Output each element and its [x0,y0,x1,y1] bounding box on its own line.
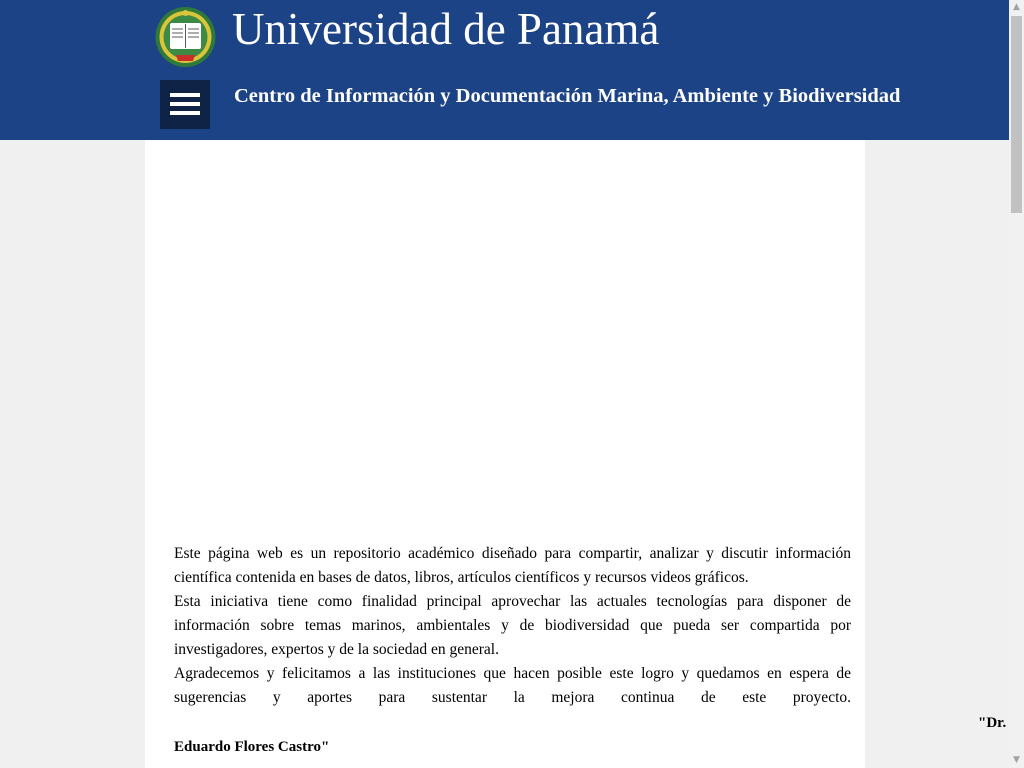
site-subtitle: Centro de Información y Documentación Marina, Ambiente y Biodiversidad [234,85,901,107]
page-scrollbar[interactable] [1009,0,1024,768]
intro-paragraph: Agradecemos y felicitamos a las instituciones que hacen posible este logro y quedamos en espera de sugerencias y aportes para sustentar la mejora continua de este proyecto. [174,665,851,706]
scroll-up-icon[interactable]: ▲ [1013,2,1020,12]
signature-title: "Dr. [978,715,1007,731]
intro-paragraph: Este página web es un repositorio académico diseñado para compartir, analizar y discutir información científica contenida en bases de datos, libros, artículos científicos y recursos videos gráficos. [174,545,851,586]
site-header [0,0,1009,140]
menu-toggle-button[interactable] [160,80,210,129]
scroll-down-icon[interactable]: ▼ [1013,755,1020,765]
main-content [145,140,865,768]
intro-text [174,542,851,710]
signature-name: Eduardo Flores Castro" [174,739,330,755]
intro-paragraph: Esta iniciativa tiene como finalidad principal aprovechar las actuales tecnologías para disponer de información sobre temas marinos, ambientales y de biodiversidad que pueda ser compartida por investigadores, expertos y de la sociedad en general. [174,593,851,658]
university-seal-icon[interactable] [154,3,217,72]
site-title: Universidad de Panamá [232,4,660,54]
scroll-thumb[interactable] [1011,16,1022,213]
